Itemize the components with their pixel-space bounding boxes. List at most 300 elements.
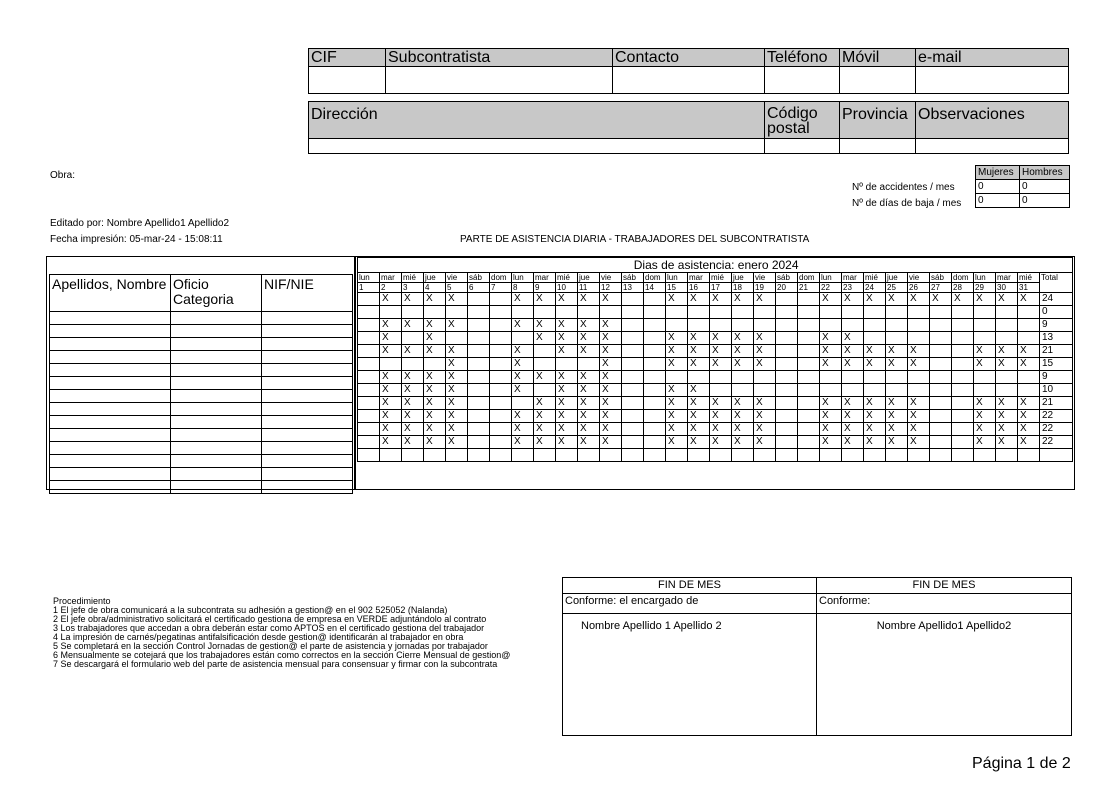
header-label-telefono: Teléfono	[765, 49, 840, 67]
attendance-cell	[600, 306, 622, 319]
attendance-cell: X	[556, 293, 578, 306]
worker-cell	[262, 481, 353, 494]
day-number: 21	[798, 283, 820, 293]
attendance-cell: X	[710, 410, 732, 423]
attendance-cell: X	[512, 358, 534, 371]
attendance-cell	[688, 371, 710, 384]
attendance-cell	[776, 306, 798, 319]
baja-label: Nº de días de baja / mes	[852, 198, 962, 209]
attendance-cell	[358, 319, 380, 332]
attendance-cell: X	[380, 384, 402, 397]
attendance-cell: X	[688, 423, 710, 436]
attendance-cell: X	[666, 397, 688, 410]
attendance-cell	[468, 449, 490, 462]
header-label-observaciones: Observaciones	[916, 102, 1069, 139]
attendance-cell: X	[974, 397, 996, 410]
worker-cell	[171, 377, 262, 390]
attendance-cell: X	[402, 436, 424, 449]
attendance-cell	[908, 384, 930, 397]
day-number: 15	[666, 283, 688, 293]
worker-cell	[50, 338, 171, 351]
attendance-cell: X	[446, 319, 468, 332]
weekday-label: mar	[534, 273, 556, 283]
attendance-total: 21	[1040, 345, 1073, 358]
attendance-cell	[996, 371, 1018, 384]
attendance-cell: X	[820, 293, 842, 306]
attendance-cell	[996, 384, 1018, 397]
worker-cell	[50, 403, 171, 416]
attendance-cell: X	[864, 423, 886, 436]
attendance-cell	[952, 306, 974, 319]
attendance-cell	[754, 371, 776, 384]
attendance-row	[358, 306, 1073, 319]
attendance-cell: X	[446, 358, 468, 371]
worker-cell	[262, 403, 353, 416]
attendance-cell	[1018, 319, 1040, 332]
attendance-cell: X	[556, 384, 578, 397]
weekday-label: lun	[358, 273, 380, 283]
attendance-cell	[468, 384, 490, 397]
attendance-cell: X	[600, 436, 622, 449]
attendance-cell: X	[446, 397, 468, 410]
weekday-label: vie	[754, 273, 776, 283]
attendance-cell	[864, 371, 886, 384]
attendance-row	[358, 449, 1073, 462]
attendance-cell	[468, 332, 490, 345]
weekday-label: jue	[886, 273, 908, 283]
attendance-cell: X	[600, 371, 622, 384]
day-number: 3	[402, 283, 424, 293]
weekday-label: mar	[688, 273, 710, 283]
attendance-cell: X	[754, 332, 776, 345]
attendance-cell: X	[578, 332, 600, 345]
attendance-cell	[424, 449, 446, 462]
attendance-cell	[666, 449, 688, 462]
attendance-cell: X	[556, 332, 578, 345]
attendance-cell: X	[578, 319, 600, 332]
fecha-impresion: Fecha impresión: 05-mar-24 - 15:08:11	[50, 234, 223, 245]
weekday-label: sáb	[468, 273, 490, 283]
header-table-contact	[308, 48, 1069, 94]
attendance-cell	[952, 358, 974, 371]
day-number-row	[358, 283, 1073, 293]
attendance-cell: X	[666, 358, 688, 371]
attendance-cell	[886, 449, 908, 462]
worker-row	[50, 442, 353, 455]
attendance-cell: X	[380, 410, 402, 423]
header-label-movil: Móvil	[840, 49, 916, 67]
stats-col-mujeres: Mujeres	[976, 166, 1020, 180]
attendance-cell	[974, 319, 996, 332]
attendance-cell: X	[534, 293, 556, 306]
header-value-observaciones	[916, 139, 1069, 154]
attendance-cell	[622, 358, 644, 371]
attendance-cell	[622, 319, 644, 332]
attendance-cell: X	[974, 410, 996, 423]
attendance-cell: X	[424, 371, 446, 384]
day-number: 5	[446, 283, 468, 293]
attendance-cell: X	[754, 423, 776, 436]
attendance-cell	[402, 332, 424, 345]
attendance-cell: X	[446, 436, 468, 449]
attendance-cell: X	[820, 436, 842, 449]
attendance-cell	[534, 306, 556, 319]
weekday-label: mié	[402, 273, 424, 283]
attendance-cell: X	[534, 410, 556, 423]
right-fin-de-mes: FIN DE MES	[817, 578, 1072, 594]
attendance-cell	[402, 306, 424, 319]
attendance-cell: X	[666, 293, 688, 306]
attendance-cell	[358, 384, 380, 397]
attendance-cell	[842, 384, 864, 397]
attendance-cell: X	[512, 410, 534, 423]
attendance-row	[358, 384, 1073, 397]
attendance-cell: X	[754, 293, 776, 306]
left-conforme: Conforme: el encargado de	[563, 594, 817, 614]
left-fin-de-mes: FIN DE MES	[563, 578, 817, 594]
attendance-cell: X	[688, 358, 710, 371]
attendance-cell	[798, 319, 820, 332]
worker-row	[50, 390, 353, 403]
attendance-cell: X	[424, 397, 446, 410]
attendance-cell	[732, 319, 754, 332]
worker-cell	[171, 481, 262, 494]
attendance-cell: X	[864, 293, 886, 306]
attendance-cell	[490, 371, 512, 384]
attendance-cell	[952, 423, 974, 436]
attendance-cell: X	[666, 345, 688, 358]
attendance-cell: X	[578, 423, 600, 436]
accidentes-mujeres: 0	[976, 180, 1020, 194]
attendance-cell	[468, 319, 490, 332]
attendance-cell	[358, 410, 380, 423]
attendance-cell: X	[556, 410, 578, 423]
attendance-cell	[490, 306, 512, 319]
attendance-cell	[490, 410, 512, 423]
weekday-label: lun	[820, 273, 842, 283]
attendance-cell	[732, 306, 754, 319]
attendance-cell: X	[732, 345, 754, 358]
attendance-cell: X	[380, 345, 402, 358]
attendance-cell: X	[732, 410, 754, 423]
attendance-cell	[490, 332, 512, 345]
header-value-movil	[840, 67, 916, 94]
attendance-cell: X	[996, 436, 1018, 449]
weekday-label: mié	[1018, 273, 1040, 283]
attendance-cell	[930, 358, 952, 371]
attendance-cell: X	[534, 436, 556, 449]
worker-cell	[50, 377, 171, 390]
worker-row	[50, 312, 353, 325]
attendance-cell: X	[754, 358, 776, 371]
worker-row	[50, 351, 353, 364]
attendance-cell: X	[512, 423, 534, 436]
attendance-cell	[358, 332, 380, 345]
attendance-cell	[622, 345, 644, 358]
attendance-cell: X	[710, 436, 732, 449]
worker-cell	[262, 390, 353, 403]
attendance-cell: X	[402, 293, 424, 306]
attendance-cell	[930, 397, 952, 410]
attendance-cell: X	[556, 371, 578, 384]
attendance-cell	[622, 371, 644, 384]
attendance-cell	[688, 306, 710, 319]
attendance-cell	[864, 449, 886, 462]
attendance-total: 0	[1040, 306, 1073, 319]
attendance-cell	[490, 319, 512, 332]
attendance-cell: X	[754, 345, 776, 358]
worker-cell	[50, 416, 171, 429]
header-value-contacto	[613, 67, 765, 94]
attendance-cell	[798, 423, 820, 436]
attendance-cell	[930, 319, 952, 332]
day-number: 4	[424, 283, 446, 293]
attendance-cell	[380, 449, 402, 462]
attendance-cell	[468, 410, 490, 423]
attendance-cell: X	[710, 358, 732, 371]
obra-label: Obra:	[50, 170, 76, 181]
worker-cell	[171, 351, 262, 364]
attendance-cell	[710, 306, 732, 319]
attendance-cell: X	[996, 345, 1018, 358]
weekday-label: jue	[578, 273, 600, 283]
attendance-cell	[952, 384, 974, 397]
attendance-total: 9	[1040, 319, 1073, 332]
attendance-row	[358, 293, 1073, 306]
attendance-cell	[820, 371, 842, 384]
attendance-cell	[424, 358, 446, 371]
attendance-cell	[1018, 384, 1040, 397]
worker-cell	[262, 429, 353, 442]
day-number: 27	[930, 283, 952, 293]
attendance-cell	[490, 345, 512, 358]
attendance-cell	[578, 358, 600, 371]
attendance-cell	[468, 345, 490, 358]
attendance-cell	[468, 306, 490, 319]
attendance-cell: X	[886, 436, 908, 449]
attendance-cell	[908, 449, 930, 462]
attendance-cell: X	[688, 345, 710, 358]
day-number: 12	[600, 283, 622, 293]
attendance-cell: X	[380, 319, 402, 332]
attendance-cell: X	[1018, 410, 1040, 423]
attendance-cell: X	[402, 384, 424, 397]
weekday-label: vie	[446, 273, 468, 283]
attendance-cell: X	[402, 423, 424, 436]
weekday-label: sáb	[930, 273, 952, 283]
editado-por: Editado por: Nombre Apellido1 Apellido2	[50, 218, 230, 229]
attendance-cell	[776, 384, 798, 397]
worker-cell	[262, 468, 353, 481]
attendance-cell	[908, 319, 930, 332]
attendance-cell: X	[446, 423, 468, 436]
attendance-cell	[644, 449, 666, 462]
attendance-cell	[622, 436, 644, 449]
worker-cell	[171, 312, 262, 325]
attendance-cell	[776, 371, 798, 384]
attendance-cell	[622, 423, 644, 436]
attendance-cell	[358, 306, 380, 319]
worker-cell	[262, 377, 353, 390]
attendance-cell	[578, 449, 600, 462]
attendance-row	[358, 358, 1073, 371]
header-value-direccion	[309, 139, 765, 154]
header-value-telefono	[765, 67, 840, 94]
day-number: 13	[622, 283, 644, 293]
header-label-contacto: Contacto	[613, 49, 765, 67]
attendance-cell: X	[996, 293, 1018, 306]
attendance-cell	[512, 397, 534, 410]
weekday-label: vie	[600, 273, 622, 283]
attendance-row	[358, 319, 1073, 332]
attendance-row	[358, 371, 1073, 384]
attendance-cell	[886, 319, 908, 332]
attendance-cell: X	[710, 397, 732, 410]
attendance-cell: X	[446, 410, 468, 423]
attendance-cell	[974, 449, 996, 462]
attendance-cell	[908, 371, 930, 384]
attendance-cell: X	[534, 332, 556, 345]
attendance-cell: X	[666, 332, 688, 345]
attendance-cell	[776, 345, 798, 358]
procedure-block	[53, 597, 510, 669]
procedure-line: 7 Se descargará el formulario web del parte de asistencia mensual para consensuar y firmar con la subcontrata	[53, 659, 498, 669]
worker-cell	[171, 325, 262, 338]
attendance-cell: X	[556, 436, 578, 449]
attendance-cell	[446, 306, 468, 319]
attendance-cell: X	[952, 293, 974, 306]
attendance-cell	[380, 358, 402, 371]
attendance-cell: X	[732, 423, 754, 436]
attendance-cell	[974, 332, 996, 345]
attendance-cell: X	[578, 371, 600, 384]
attendance-total: 22	[1040, 410, 1073, 423]
attendance-cell	[490, 397, 512, 410]
attendance-cell: X	[556, 319, 578, 332]
weekday-label: mié	[556, 273, 578, 283]
attendance-total: 22	[1040, 436, 1073, 449]
weekday-label: sáb	[622, 273, 644, 283]
attendance-cell	[886, 332, 908, 345]
attendance-cell	[798, 293, 820, 306]
attendance-cell	[534, 345, 556, 358]
attendance-cell: X	[688, 332, 710, 345]
attendance-cell	[534, 358, 556, 371]
attendance-cell: X	[402, 410, 424, 423]
attendance-cell: X	[688, 436, 710, 449]
attendance-cell	[864, 384, 886, 397]
day-number: 6	[468, 283, 490, 293]
day-number: 16	[688, 283, 710, 293]
attendance-cell: X	[380, 332, 402, 345]
attendance-cell	[644, 371, 666, 384]
attendance-cell: X	[908, 397, 930, 410]
attendance-cell	[512, 449, 534, 462]
attendance-cell	[930, 345, 952, 358]
day-number: 29	[974, 283, 996, 293]
worker-cell	[50, 455, 171, 468]
attendance-cell	[952, 397, 974, 410]
attendance-cell	[820, 449, 842, 462]
attendance-cell	[622, 332, 644, 345]
weekday-label: jue	[732, 273, 754, 283]
worker-cell	[50, 325, 171, 338]
attendance-cell: X	[820, 423, 842, 436]
attendance-cell: X	[534, 397, 556, 410]
attendance-cell: X	[908, 358, 930, 371]
attendance-total: 15	[1040, 358, 1073, 371]
attendance-cell	[820, 319, 842, 332]
worker-row	[50, 429, 353, 442]
attendance-cell	[996, 319, 1018, 332]
attendance-cell	[688, 449, 710, 462]
attendance-cell	[776, 449, 798, 462]
attendance-cell: X	[424, 293, 446, 306]
attendance-cell	[776, 293, 798, 306]
worker-row	[50, 468, 353, 481]
procedure-line: 6 Mensualmente se cotejará que los trabajadores están como correctos en la sección Cierre Mensual de gestion@	[53, 650, 511, 660]
attendance-cell: X	[512, 319, 534, 332]
attendance-cell	[1018, 306, 1040, 319]
accidentes-hombres: 0	[1020, 180, 1070, 194]
header-label-direccion: Dirección	[309, 102, 765, 139]
attendance-cell	[798, 358, 820, 371]
attendance-cell	[930, 332, 952, 345]
attendance-cell	[996, 449, 1018, 462]
attendance-cell: X	[710, 332, 732, 345]
attendance-cell	[468, 293, 490, 306]
attendance-cell: X	[710, 423, 732, 436]
day-number: 18	[732, 283, 754, 293]
attendance-cell: X	[512, 345, 534, 358]
attendance-cell	[754, 306, 776, 319]
day-number: 2	[380, 283, 402, 293]
attendance-cell	[644, 397, 666, 410]
attendance-cell: X	[1018, 397, 1040, 410]
attendance-cell: X	[908, 423, 930, 436]
procedure-line: 5 Se completará en la sección Control Jornadas de gestion@ el parte de asistencia y jornadas por trabajador	[53, 641, 488, 651]
attendance-cell	[622, 397, 644, 410]
attendance-cell	[424, 306, 446, 319]
attendance-cell	[842, 371, 864, 384]
attendance-cell	[644, 306, 666, 319]
attendance-table	[357, 257, 1073, 462]
attendance-row	[358, 345, 1073, 358]
attendance-cell: X	[1018, 345, 1040, 358]
attendance-cell	[468, 358, 490, 371]
attendance-cell: X	[732, 397, 754, 410]
attendance-cell	[644, 319, 666, 332]
attendance-cell: X	[688, 384, 710, 397]
attendance-cell: X	[732, 293, 754, 306]
header-label-subcontratista: Subcontratista	[386, 49, 613, 67]
attendance-cell: X	[864, 345, 886, 358]
attendance-cell	[468, 423, 490, 436]
attendance-cell	[358, 345, 380, 358]
attendance-cell	[952, 410, 974, 423]
attendance-cell: X	[578, 410, 600, 423]
worker-cell	[171, 364, 262, 377]
attendance-cell: X	[710, 293, 732, 306]
attendance-cell: X	[534, 319, 556, 332]
worker-cell	[171, 416, 262, 429]
attendance-cell: X	[974, 345, 996, 358]
worker-cell	[171, 403, 262, 416]
left-signer-name: Nombre Apellido 1 Apellido 2	[563, 614, 817, 736]
attendance-cell	[644, 332, 666, 345]
attendance-cell	[534, 449, 556, 462]
worker-cell	[262, 364, 353, 377]
